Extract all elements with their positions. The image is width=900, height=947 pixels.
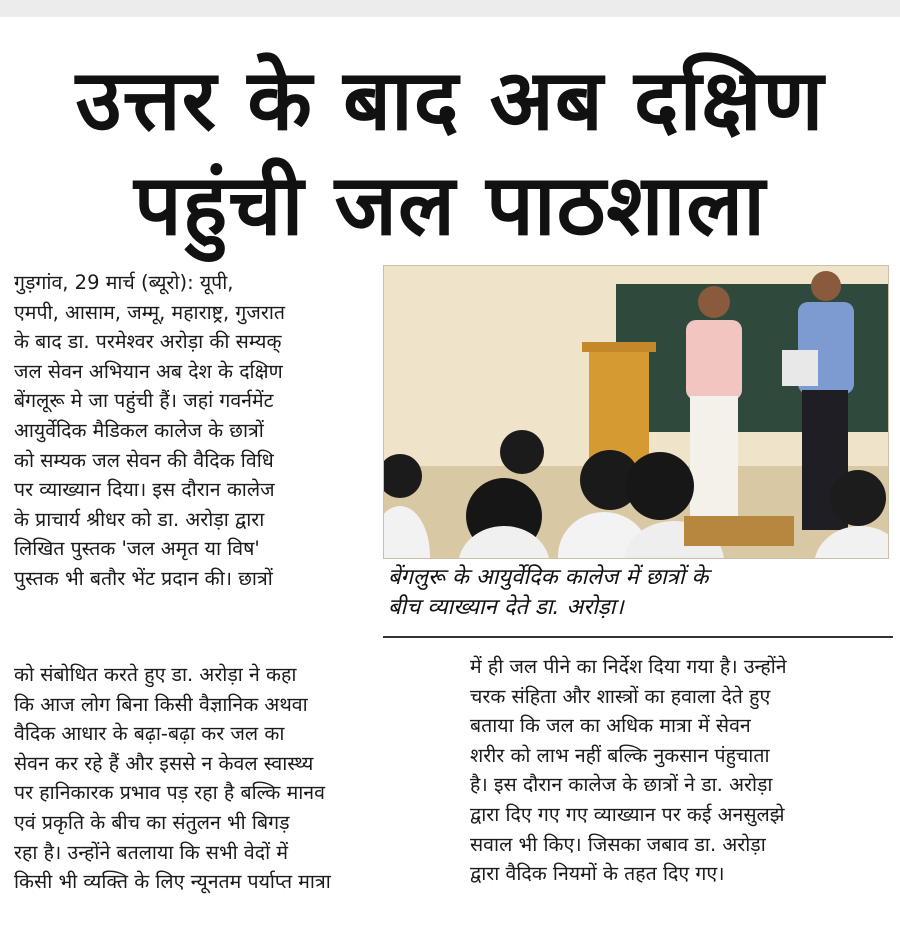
article-line: किसी भी व्यक्ति के लिए न्यूनतम पर्याप्त मात्रा [14,870,331,894]
article-line: पर व्याख्यान दिया। इस दौरान कालेज [14,478,275,502]
article-line: के बाद डा. परमेश्वर अरोड़ा की सम्यक् [14,330,282,354]
article-line: वैदिक आधार के बढ़ा-बढ़ा कर जल का [14,722,285,746]
photo-caption [388,563,893,623]
article-line: चरक संहिता और शास्त्रों का हवाला देते हुए [470,684,771,708]
article-line: एवं प्रकृति के बीच का संतुलन भी बिगड़ [14,810,290,834]
article-column-right [470,652,890,889]
headline-line-2: पहुंची जल पाठशाला [133,156,767,254]
article-line: रहा है। उन्होंने बतलाया कि सभी वेदों में [14,840,289,864]
article-line: कि आज लोग बिना किसी वैज्ञानिक अथवा [14,692,308,716]
article-line: सवाल भी किए। जिसका जबाव डा. अरोड़ा [470,832,766,856]
caption-line-2: बीच व्याख्यान देते डा. अरोड़ा। [388,595,624,620]
headline-line-1: उत्तर के बाद अब दक्षिण [75,51,825,149]
article-column-left-bottom [14,660,439,897]
article-line: द्वारा दिए गए गए व्याख्यान पर कई अनसुलझे [470,802,785,826]
lecture-classroom-photo [383,265,889,559]
caption-line-1: बेंगलुरू के आयुर्वेदिक कालेज में छात्रों के [388,565,709,590]
article-line: बताया कि जल का अधिक मात्रा में सेवन [470,714,751,738]
top-bar [0,0,900,17]
article-line: को सम्यक जल सेवन की वैदिक विधि [14,448,274,472]
article-line: आयुर्वेदिक मैडिकल कालेज के छात्रों [14,418,264,442]
article-column-left-top [14,268,376,594]
article-line: लिखित पुस्तक 'जल अमृत या विष' [14,537,260,561]
article-line: बेंगलूरू मे जा पहुंची हैं। जहां गवर्नमेंट [14,389,274,413]
article-line: जल सेवन अभियान अब देश के दक्षिण [14,359,283,383]
article-line: गुड़गांव, 29 मार्च (ब्यूरो): यूपी, [14,271,234,294]
article-line: में ही जल पीने का निर्देश दिया गया है। उन्होंने [470,655,787,678]
article-line: द्वारा वैदिक नियमों के तहत दिए गए। [470,862,725,886]
article-line: को संबोधित करते हुए डा. अरोड़ा ने कहा [14,663,297,686]
article-line: शरीर को लाभ नहीं बल्कि नुकसान पंहुचाता [470,743,770,767]
article-line: है। इस दौरान कालेज के छात्रों ने डा. अरोड़ा [470,773,773,797]
article-line: पर हानिकारक प्रभाव पड़ रहा है बल्कि मानव [14,781,325,805]
article-line: पुस्तक भी बतौर भेंट प्रदान की। छात्रों [14,566,273,590]
article-line: के प्राचार्य श्रीधर को डा. अरोड़ा द्वारा [14,507,265,531]
caption-divider [383,636,893,638]
article-line: एमपी, आसाम, जम्मू, महाराष्ट्र, गुजरात [14,300,286,324]
article-line: सेवन कर रहे हैं और इससे न केवल स्वास्थ्य [14,751,314,775]
photo-illustration [384,266,888,558]
